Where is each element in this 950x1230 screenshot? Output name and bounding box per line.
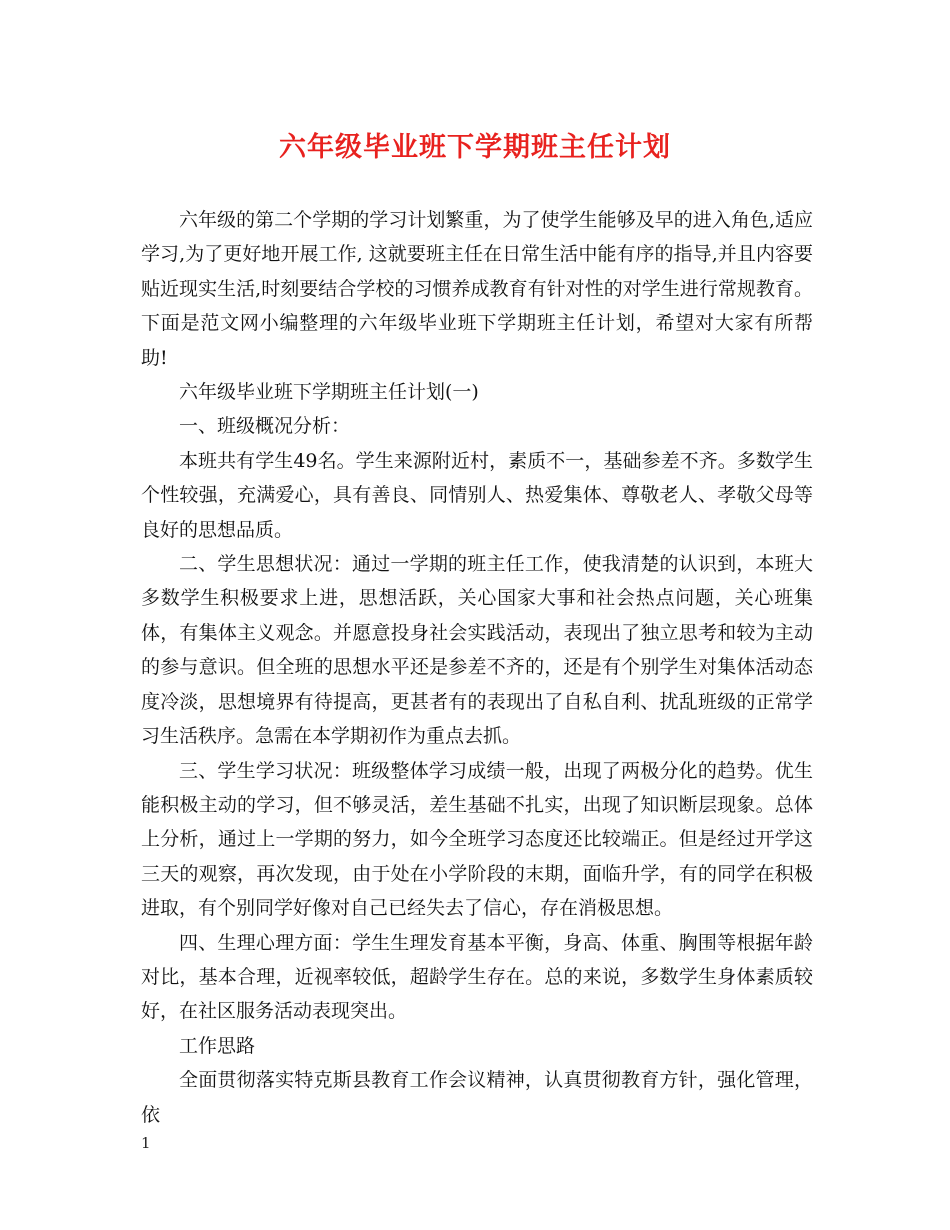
paragraph-section-one-heading: 一、班级概况分析：: [179, 415, 351, 438]
paragraph-physiology-psychology: 四、生理心理方面：学生生理发育基本平衡，身高、体重、胸围等根据年龄对比，基本合理，近视率较低，超龄学生存在。总的来说，多数学生身体素质较好，在社区服务活动表现突出。: [141, 931, 813, 1023]
paragraph-student-thinking: 二、学生思想状况：通过一学期的班主任工作，使我清楚的认识到，本班大多数学生积极要求上进，思想活跃，关心国家大事和社会热点问题，关心班集体，有集体主义观念。并愿意投身社会实践活动，表现出了独立思考和较为主动的参与意识。但全班的思想水平还是参差不齐的，还是有个别学生对集体活动态度冷淡，思想境界有待提高，更甚者有的表现出了自私自利、扰乱班级的正常学习生活秩序。急需在本学期初作为重点去抓。: [141, 553, 813, 748]
document-body: [141, 203, 813, 1132]
paragraph-work-ideas: 全面贯彻落实特克斯县教育工作会议精神，认真贯彻教育方针，强化管理，依: [141, 1069, 813, 1126]
paragraph-plan-heading: 六年级毕业班下学期班主任计划(一): [179, 381, 479, 404]
page-number: 1: [141, 1134, 151, 1152]
paragraph-student-learning: 三、学生学习状况：班级整体学习成绩一般，出现了两极分化的趋势。优生能积极主动的学习，但不够灵活，差生基础不扎实，出现了知识断层现象。总体上分析，通过上一学期的努力，如今全班学习态度还比较端正。但是经过开学这三天的观察，再次发现，由于处在小学阶段的末期，面临升学，有的同学在积极进取，有个别同学好像对自己已经失去了信心，存在消极思想。: [141, 759, 813, 920]
paragraph-class-overview: 本班共有学生49名。学生来源附近村，素质不一，基础参差不齐。多数学生个性较强，充满爱心，具有善良、同情别人、热爱集体、尊敬老人、孝敬父母等良好的思想品质。: [141, 449, 813, 541]
document-title: 六年级毕业班下学期班主任计划: [279, 132, 671, 163]
paragraph-work-ideas-heading: 工作思路: [179, 1034, 256, 1057]
paragraph-intro: 六年级的第二个学期的学习计划繁重，为了使学生能够及早的进入角色,适应学习,为了更好地开展工作, 这就要班主任在日常生活中能有序的指导,并且内容要贴近现实生活,时刻要结合学校的习惯养成教育有针对性的对学生进行常规教育。下面是范文网小编整理的六年级毕业班下学期班主任计划，希望对大家有所帮助!: [141, 209, 813, 369]
